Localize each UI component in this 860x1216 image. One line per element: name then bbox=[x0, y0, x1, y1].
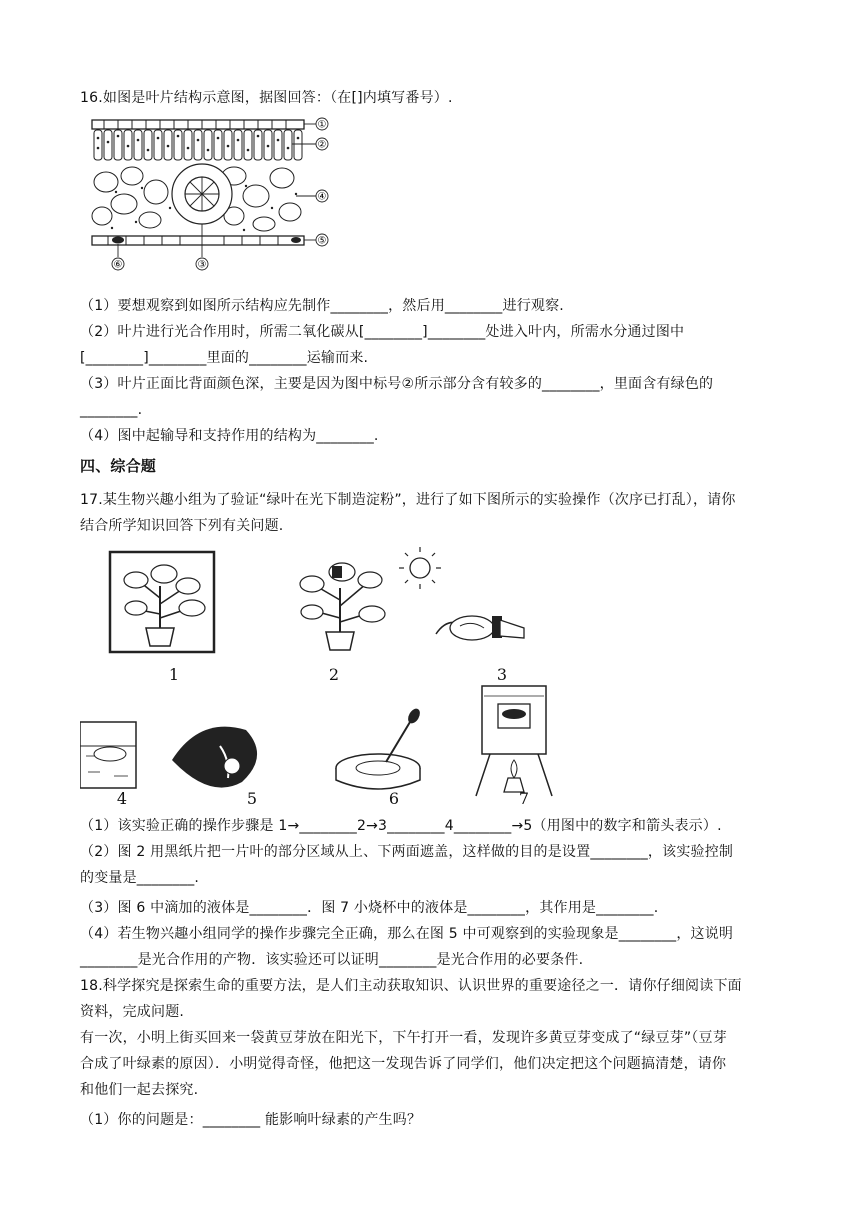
q17-sub1: （1）该实验正确的操作步骤是 1→________2→3________4________→5（用图中的数字和箭头表示）. bbox=[80, 818, 722, 834]
question-18-title-line1: 18.科学探究是探索生命的重要方法，是人们主动获取知识、认识世界的重要途径之一．请你仔细阅读下面 bbox=[80, 978, 742, 994]
q16-sub2-line1: （2）叶片进行光合作用时，所需二氧化碳从[________]________处进入叶内，所需水分通过图中 bbox=[80, 324, 685, 340]
marker-5: ⑤ bbox=[317, 235, 327, 247]
question-18-title-line2: 资料，完成问题. bbox=[80, 1004, 185, 1020]
step-7-water-bath-heating-icon bbox=[476, 686, 552, 796]
marker-4: ④ bbox=[317, 191, 327, 203]
q17-sub3: （3）图 6 中滴加的液体是________．图 7 小烧杯中的液体是________，其作用是________. bbox=[80, 900, 659, 916]
step-label-2: 2 bbox=[328, 665, 340, 684]
marker-2: ② bbox=[317, 139, 327, 151]
step-label-3: 3 bbox=[496, 665, 508, 684]
q18-paragraph-line3: 和他们一起去探究. bbox=[80, 1082, 199, 1098]
marker-6: ⑥ bbox=[113, 259, 123, 271]
q18-paragraph-line1: 有一次，小明上街买回来一袋黄豆芽放在阳光下，下午打开一看，发现许多黄豆芽变成了“绿豆芽”（豆芽 bbox=[80, 1030, 727, 1046]
marker-3: ③ bbox=[197, 259, 207, 271]
marker-1: ① bbox=[317, 119, 327, 131]
step-3-remove-leaf-icon bbox=[436, 616, 524, 640]
q17-sub4-line2: ________是光合作用的产物．该实验还可以证明________是光合作用的必要条件. bbox=[80, 952, 584, 968]
step-label-5: 5 bbox=[246, 789, 258, 808]
step-label-7: 7 bbox=[518, 789, 530, 808]
question-17-title-line2: 结合所学知识回答下列有关问题. bbox=[80, 518, 284, 534]
step-6-dropper-dish-icon bbox=[336, 707, 422, 789]
leaf-structure-diagram bbox=[84, 112, 334, 284]
q17-sub2-line1: （2）图 2 用黑纸片把一片叶的部分区域从上、下两面遮盖，这样做的目的是设置________，该实验控制 bbox=[80, 844, 734, 860]
q18-paragraph-line2: 合成了叶绿素的原因）．小明觉得奇怪，他把这一发现告诉了同学们，他们决定把这个问题搞清楚，请你 bbox=[80, 1056, 727, 1072]
step-4-beaker-soak-icon bbox=[80, 722, 136, 788]
q16-sub4: （4）图中起输导和支持作用的结构为________. bbox=[80, 428, 379, 444]
step-label-6: 6 bbox=[388, 789, 400, 808]
q16-sub2-line2: [________]________里面的________运输而来. bbox=[80, 350, 369, 366]
step-2-plant-in-sunlight-icon bbox=[300, 547, 441, 650]
q17-sub2-line2: 的变量是________. bbox=[80, 870, 200, 886]
q18-sub1: （1）你的问题是：________ 能影响叶绿素的产生吗？ bbox=[80, 1112, 422, 1128]
question-16-title: 16.如图是叶片结构示意图，据图回答：（在[]内填写番号）. bbox=[80, 90, 453, 106]
q16-sub3-line1: （3）叶片正面比背面颜色深，主要是因为图中标号②所示部分含有较多的________，里面含有绿色的 bbox=[80, 376, 714, 392]
experiment-steps-diagram bbox=[80, 546, 600, 810]
step-5-stained-leaf-icon bbox=[172, 727, 257, 788]
q16-sub1: （1）要想观察到如图所示结构应先制作________，然后用________进行观察. bbox=[80, 298, 564, 314]
question-17-title-line1: 17.某生物兴趣小组为了验证“绿叶在光下制造淀粉”，进行了如下图所示的实验操作（次序已打乱），请你 bbox=[80, 492, 736, 508]
step-1-plant-in-dark-icon bbox=[110, 552, 214, 652]
step-label-4: 4 bbox=[116, 789, 128, 808]
q17-sub4-line1: （4）若生物兴趣小组同学的操作步骤完全正确，那么在图 5 中可观察到的实验现象是________，这说明 bbox=[80, 926, 734, 942]
section-heading: 四、综合题 bbox=[80, 457, 157, 475]
step-label-1: 1 bbox=[168, 665, 180, 684]
q16-sub3-line2: ________. bbox=[80, 402, 143, 418]
